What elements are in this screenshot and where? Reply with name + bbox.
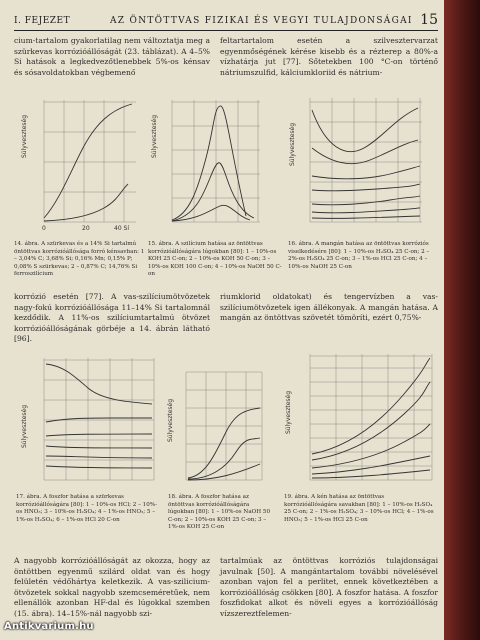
caption-fig-16: 16. ábra. A mangán hatása az öntöttvas korróziós viselkedésére [80]: 1 – 10%-os H₂SO₄ 25 C-on; 2 – 2%-os H₂SO₄ 25 C-on; 3 – 1%-os HCl 25 C-on; 4 – 10%-os NaOH 25 C-on: [288, 241, 430, 270]
fig19-curve-4: [312, 456, 430, 474]
fig16-curve-2: [312, 140, 418, 164]
fig17-curve-6: [46, 466, 152, 468]
fig14-ylabel: Súlyveszteség: [21, 114, 28, 158]
caption-fig-19: 19. ábra. A kén hatása az öntöttvas korrózióállóságára savakban [80]: 1 – 10%-os H₂SO₄ 25 C-on; 2 – 1%-os H₂SO₄; 3 – 10%-os HCl; 4 – 1%-os HNO₃; 5 – 1%-os HCl 25 C-on: [284, 494, 434, 523]
fig18-curve-1: [188, 408, 260, 478]
text-mid-right: riumklorid oldatokat) és tengervízben a vas-szilíciumötvözetek igen állékonyak. A mangán hatása. A mangán az öntöttvas szövetét tömöríti, ezért 0,75%-: [220, 292, 438, 323]
fig17-curve-3: [46, 434, 152, 436]
text-top-right: feltartartalom esetén a szilvesztervarzat egyenmőségének kérése kisebb és a rézterep a 80%-a vízhatárja jut [77]. Sőtetekben 100 °C-on történő nátriumszulfid, kálciumkloriid és nátrium-: [220, 36, 438, 77]
fig17-ylabel: Súlyveszteség: [21, 404, 28, 448]
caption-fig-14: 14. ábra. A szürkevas és a 14% Si tartalmú öntöttvas korrózióállósága forró kénsavban: 1 – 3,04% C; 3,68% Si; 0,16% Mn; 0,15% P; 0,08% S szürkevas; 2 – 0,87% C; 14,76% Si ferroszilícium: [14, 241, 145, 278]
fig16-curve-3: [312, 166, 420, 179]
book-spine: [444, 0, 480, 640]
figure-14-chart: [20, 88, 146, 234]
fig16-curve-5: [312, 196, 420, 205]
figure-15-chart: [150, 88, 268, 234]
text-bottom-right: tartalmúak az öntöttvas korróziós tulajdonságai javulnak [50]. A mangántartalom további növelésével azonban vajon fel a perlitet, ennek következtében a korrózióállóság csökken [80]. A foszfor hatása. A foszfor foszfidokat alkot és növeli egyes a korrózióállóság vízszereztfelemen-: [220, 556, 438, 618]
text-mid-left: korrózió esetén [77]. A vas-szilíciumötvözetek nagy-fokú korrózióállósága 11–14% Si tartalomnál kezdődik. A 11%-os szilíciumtartalmú ötvözet korrózióállóságának görbéje a 14. ábrán látható [96].: [14, 292, 210, 344]
fig14-curve-1: [44, 104, 132, 218]
fig14-xtick-20: 20: [82, 225, 90, 232]
page-number: 15: [420, 12, 438, 28]
fig19-curve-2: [312, 382, 430, 460]
caption-fig-15: 15. ábra. A szilícium hatása az öntöttvas korrózióállóságára lúgokban [80]: 1 – 10%-os KOH 25 C-on; 2 – 10%-os KOH 50 C-on; 3 – 10%-os KOH 100 C-on; 4 – 10%-os NaOH 50 C-on: [148, 241, 282, 278]
figure-19-chart: [282, 350, 438, 492]
fig18-ylabel: Súlyveszteség: [167, 398, 174, 442]
fig15-curve-2: [172, 163, 254, 221]
figure-18-chart: [166, 352, 266, 492]
fig14-curve-2: [44, 184, 128, 221]
fig15-ylabel: Súlyveszteség: [151, 114, 158, 158]
fig16-curve-6: [312, 208, 420, 213]
fig16-curve-4: [312, 184, 420, 191]
fig15-curve-1: [172, 106, 246, 220]
watermark: Antikvarium.hu: [4, 621, 94, 632]
fig17-curve-5: [46, 456, 152, 458]
caption-fig-18: 18. ábra. A foszfor hatása az öntöttvas korrózióállóságára lúgokban [80]: 1 – 10%-os NaOH 50 C-on; 2 – 10%-os KOH 25 C-on; 3 – 1%-os KOH 25 C-on: [168, 494, 271, 531]
fig16-curve-7: [312, 216, 420, 218]
fig14-xtick-0: 0: [42, 225, 46, 232]
fig17-curve-1: [46, 364, 152, 404]
text-top-left: cium-tartalom gyakorlatilag nem változtatja meg a szürkevas korrózióállóságát (23. táblázat). A 4–5% Si hatások a legkedvezőtlenebbek 5%-os kénsav és sósavoldatokban végbemenő: [14, 36, 210, 77]
fig15-curve-3: [172, 205, 250, 221]
text-bottom-left: A nagyobb korrózióállóságát az okozza, hogy az öntöttben egyenmű szilárd oldat van és hogy felületén védőhártya keletkezik. A vas-szilicium-ötvözetek sokkal nagyobb szemcseméretűek, nem ellenállók azonban HF-dal és lúgokkal szemben (15. ábra). 14–15%-nál nagyobb szi-: [14, 556, 210, 618]
figure-16-chart: [286, 88, 432, 234]
header-title: AZ ÖNTÖTTVAS FIZIKAI ÉS VEGYI TULAJDONSÁGAI: [110, 16, 413, 26]
fig16-curve-1: [312, 108, 418, 152]
running-header: [14, 14, 438, 31]
fig19-ylabel: Súlyveszteség: [285, 390, 292, 434]
figure-17-chart: [18, 352, 160, 492]
fig14-xtick-40: 40 Sí: [114, 225, 130, 232]
fig16-ylabel: Súlyveszteség: [289, 122, 296, 166]
caption-fig-17: 17. ábra. A foszfor hatása a szürkevas korrózióállóságára [80]: 1 – 10%-os HCl; 2 – 10%-os HNO₃; 3 – 10%-os H₂SO₄; 4 – 1%-os HNO₃; 5 – 1%-os H₂SO₄; 6 – 1%-os HCl 20 C-on: [16, 494, 158, 523]
fig19-curve-5: [312, 470, 430, 478]
chapter-label: I. FEJEZET: [14, 16, 71, 26]
fig17-curve-4: [46, 446, 152, 448]
fig19-curve-3: [312, 424, 430, 468]
